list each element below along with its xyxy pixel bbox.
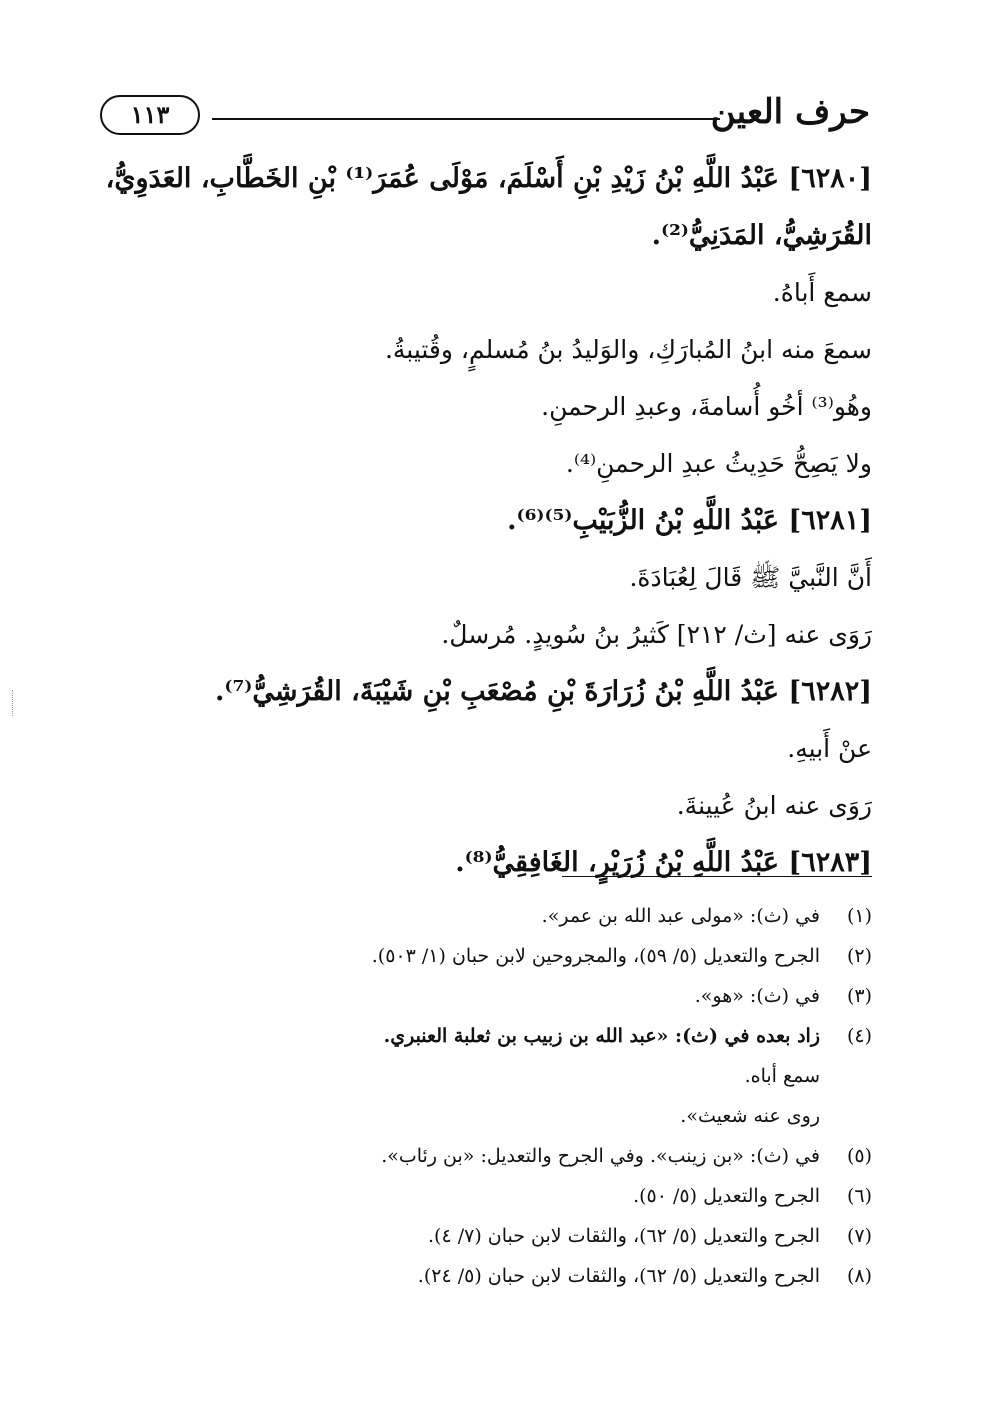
footnote-number: (٧) bbox=[846, 1225, 872, 1247]
footnote bbox=[110, 976, 872, 1016]
text-line: وهُو⁽³⁾ أخُو أُسامةَ، وعبدِ الرحمنِ. bbox=[541, 392, 872, 421]
footnote-number: (٣) bbox=[846, 985, 872, 1007]
footnote-number: (١) bbox=[846, 905, 872, 927]
text-line: عنْ أَبيهِ. bbox=[787, 734, 872, 763]
entry-6281: [٦٢٨١] عَبْدُ اللَّهِ بْنُ الزُّبَيْبِ⁽⁵⁾⁽⁶⁾. bbox=[507, 505, 872, 536]
footnote-text: الجرح والتعديل (٥/ ٦٢)، والثقات لابن حبان (٥/ ٢٤). bbox=[417, 1265, 820, 1287]
entry-6282: [٦٢٨٢] عَبْدُ اللَّهِ بْنُ زُرَارَةَ بْنِ مُصْعَبِ بْنِ شَيْبَةَ، القُرَشِيُّ⁽⁷⁾. bbox=[215, 676, 872, 707]
footnote-text: زاد بعده في (ث): «عبد الله بن زبيب بن ثعلبة العنبري. bbox=[383, 1025, 820, 1047]
footnote-text: الجرح والتعديل (٥/ ٥٩)، والمجروحين لابن حبان (١/ ٥٠٣). bbox=[371, 945, 820, 967]
footnote bbox=[110, 1256, 872, 1296]
entry-6280-line-2: القُرَشِيُّ، المَدَنِيُّ⁽²⁾. bbox=[651, 220, 872, 251]
footnote bbox=[110, 1136, 872, 1176]
footnote-text: الجرح والتعديل (٥/ ٥٠). bbox=[633, 1185, 820, 1207]
footnote bbox=[110, 1216, 872, 1256]
footnotes bbox=[110, 896, 872, 1296]
footnote-text: في (ث): «هو». bbox=[694, 985, 820, 1007]
entry-6283: [٦٢٨٣] عَبْدُ اللَّهِ بْنُ زُرَيْرٍ، الغَافِقِيُّ⁽⁸⁾. bbox=[455, 847, 872, 878]
footnote-separator bbox=[562, 876, 872, 877]
text-line: أَنَّ النَّبيَّ ﷺ قَالَ لِعُبَادَةَ. bbox=[629, 563, 872, 592]
text-line: رَوَى عنه ابنُ عُيينةَ. bbox=[676, 791, 872, 820]
text-line: سمع أَباهُ. bbox=[772, 278, 872, 307]
footnote-text: في (ث): «مولى عبد الله بن عمر». bbox=[541, 905, 820, 927]
footnote-number: (٦) bbox=[846, 1185, 872, 1207]
main-text bbox=[105, 150, 872, 891]
entry-6280-line-1: [٦٢٨٠] عَبْدُ اللَّهِ بْنُ زَيْدِ بْنِ أَسْلَمَ، مَوْلَى عُمَرَ⁽¹⁾ بْنِ الخَطَّابِ، العَدَوِيُّ، bbox=[105, 163, 872, 194]
text-line: سمعَ منه ابنُ المُبارَكِ، والوَليدُ بنُ مُسلمٍ، وقُتيبةُ. bbox=[384, 335, 872, 364]
header-rule bbox=[212, 118, 720, 120]
footnote bbox=[110, 1016, 872, 1056]
footnote-number: (٨) bbox=[846, 1265, 872, 1287]
footnote-number: (٤) bbox=[846, 1025, 872, 1047]
text-line: ولا يَصِحُّ حَدِيثُ عبدِ الرحمنِ⁽⁴⁾. bbox=[565, 449, 872, 478]
footnote bbox=[110, 1176, 872, 1216]
page-header bbox=[100, 90, 870, 140]
footnote bbox=[110, 936, 872, 976]
text-line: رَوَى عنه [ث/ ٢١٢] كَثيرُ بنُ سُويدٍ. مُرسلٌ. bbox=[441, 620, 872, 649]
footnote-continuation bbox=[110, 1056, 872, 1096]
margin-mark bbox=[12, 690, 14, 716]
footnote-continuation bbox=[110, 1096, 872, 1136]
page-number: ١١٣ bbox=[100, 95, 200, 135]
footnote-text: في (ث): «بن زينب». وفي الجرح والتعديل: «بن رئاب». bbox=[381, 1145, 820, 1167]
footnote-text: الجرح والتعديل (٥/ ٦٢)، والثقات لابن حبان (٧/ ٤). bbox=[428, 1225, 820, 1247]
running-title: حرف العين bbox=[710, 92, 870, 132]
footnote-number: (٥) bbox=[846, 1145, 872, 1167]
footnote-text: سمع أباه. bbox=[744, 1065, 820, 1087]
footnote-number: (٢) bbox=[846, 945, 872, 967]
footnote-text: روى عنه شعيث». bbox=[680, 1105, 820, 1127]
footnote bbox=[110, 896, 872, 936]
